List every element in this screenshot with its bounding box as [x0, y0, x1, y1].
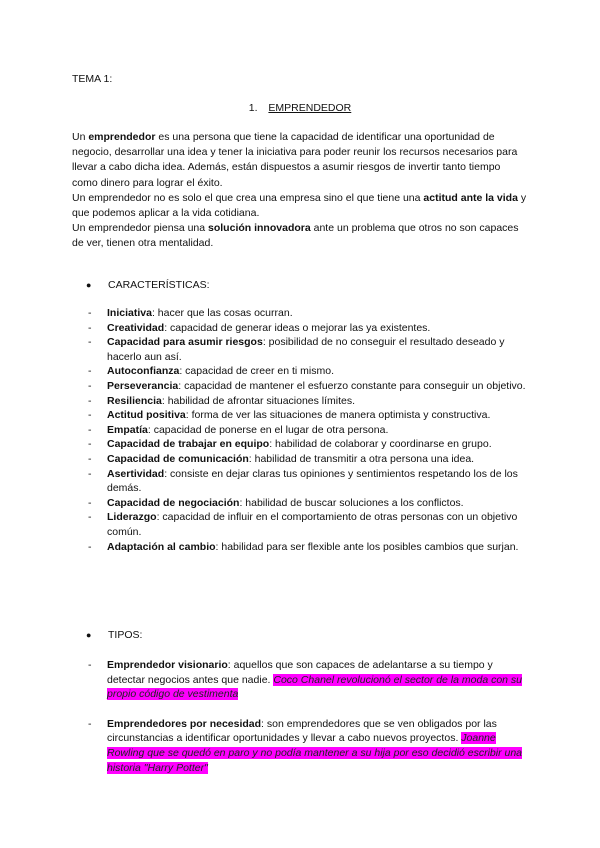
topic-label: TEMA 1: — [72, 73, 113, 85]
characteristics-heading: ● CARACTERÍSTICAS: — [86, 279, 210, 291]
list-item: - Resiliencia: habilidad de afrontar situaciones límites. — [88, 394, 356, 407]
list-item: - Perseverancia: capacidad de mantener el esfuerzo constante para conseguir un objetivo. — [88, 379, 526, 392]
list-item: - Capacidad de trabajar en equipo: habilidad de colaborar y coordinarse en grupo. — [88, 438, 492, 451]
section-heading — [0, 102, 600, 114]
intro-paragraph: Un emprendedor no es solo el que crea una empresa sino el que tiene una actitud ante la vida y que podemos aplicar a la vida cotidiana. — [72, 191, 527, 220]
list-item: - Capacidad de negociación: habilidad de buscar soluciones a los conflictos. — [88, 496, 464, 509]
types-list — [88, 658, 528, 790]
highlighted-example: Coco Chanel revolucionó el sector de la moda con su propio código de vestimenta — [107, 673, 523, 701]
list-item: - Adaptación al cambio: habilidad para ser flexible ante los posibles cambios que surjan. — [88, 540, 519, 553]
list-item: - Capacidad de comunicación: habilidad de transmitir a otra persona una idea. — [88, 452, 475, 465]
list-item: - Capacidad para asumir riesgos: posibilidad de no conseguir el resultado deseado y hacerlo aun así. — [88, 336, 505, 363]
heading-title: EMPRENDEDOR — [268, 102, 352, 114]
list-item: - Emprendedor visionario: aquellos que son capaces de adelantarse a su tiempo y detectar negocios antes que nadie. Coco Chanel revolucionó el sector de la moda con su propio código de vestimenta — [88, 659, 523, 701]
intro-paragraph: Un emprendedor es una persona que tiene la capacidad de identificar una oportunidad de negocio, desarrollar una idea y tener la iniciativa para poder reunir los recursos necesarios para llevar a cabo dicha idea. Además, están dispuestos a asumir riesgos de invertir tanto tiempo como dinero para lograr el éxito. — [72, 131, 518, 189]
list-item: - Liderazgo: capacidad de influir en el comportamiento de otras personas con un objetivo común. — [88, 511, 518, 538]
list-item: - Actitud positiva: forma de ver las situaciones de manera optimista y constructiva. — [88, 409, 491, 422]
types-heading: ● TIPOS: — [86, 629, 143, 641]
intro-text — [72, 130, 528, 252]
list-item: - Creatividad: capacidad de generar ideas o mejorar las ya existentes. — [88, 321, 431, 334]
list-item: - Empatía: capacidad de ponerse en el lugar de otra persona. — [88, 423, 389, 436]
highlighted-example: Joanne Rowling que se quedó en paro y no podía mantener a su hija por eso decidió escribir una historia "Harry Potter" — [107, 732, 523, 774]
list-item: - Autoconfianza: capacidad de creer en ti mismo. — [88, 365, 334, 378]
intro-paragraph: Un emprendedor piensa una solución innovadora ante un problema que otros no son capaces de ver, tienen otra mentalidad. — [72, 222, 519, 250]
heading-number: 1. — [248, 102, 258, 114]
list-item: - Asertividad: consiste en dejar claras tus opiniones y sentimientos respetando los de los demás. — [88, 467, 518, 495]
characteristics-list — [88, 306, 528, 554]
list-item: - Iniciativa: hacer que las cosas ocurran. — [88, 307, 293, 319]
bullet-dot-icon: ● — [86, 630, 92, 640]
list-item: - Emprendedores por necesidad: son emprendedores que se ven obligados por las circunstancias a identificar oportunidades y llevar a cabo nuevos proyectos. Joanne Rowling que se quedó en paro y no podía mantener a su hija por eso decidió escribir una historia "Harry Potter" — [88, 717, 523, 774]
bullet-dot-icon: ● — [86, 280, 92, 290]
